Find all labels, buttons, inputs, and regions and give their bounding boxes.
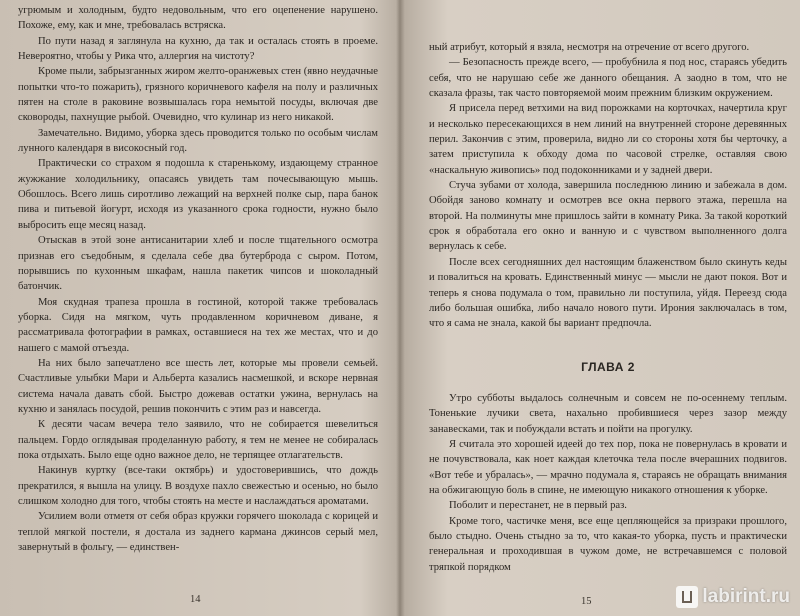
paragraph: Кроме пыли, забрызганных жиром желто-оранжевых стен (явно неудачные попытки что-то пожарить), грязного коричневого кафеля на полу и различных пятен на столе в раковине возвышалась гора немытой посуды, включая две сковороды, пахнущие рыбой. Очевидно, что кулинар из него никакой. [18,66,378,124]
paragraph: Замечательно. Видимо, уборка здесь проводится только по особым числам лунного календаря в високосный год. [18,127,378,155]
paragraph: Усилием воли отметя от себя образ кружки горячего шоколада с корицей и теплой мягкой постели, я достала из заднего кармана джинсов серый мел, завернутый в фольгу, — единствен- [18,511,378,554]
paragraph: Я считала это хорошей идеей до тех пор, пока не повернулась в кровати и не почувствовала, как ноет каждая клеточка тела после вчерашних подвигов. «Вот тебе и убралась», — мрачно подумала я, стараясь не обращать внимания на обжигающую боль в спине, не имеющую никакого отношения к уборке. [429,438,787,496]
page-number-right: 15 [581,596,592,607]
paragraph: На них было запечатлено все шесть лет, которые мы провели семьей. Счастливые улыбки Мари и Альберта казались насмешкой, и вскоре нервная система начала давать сбой. Быстро дожевав остатки ужина, вернулась на кухню и занялась посудой, решив покончить с этим раз и навсегда. [18,357,378,415]
right-page-text-after [429,391,787,575]
paragraph: Накинув куртку (все-таки октябрь) и удостоверившись, что дождь прекратился, я вышла на улицу. В воздухе пахло свежестью и осенью, но было слишком холодно для того, чтобы стоять на месте и наслаждаться ароматами. [18,465,378,507]
right-page-text-before [429,40,787,332]
paragraph: По пути назад я заглянула на кухню, да так и осталась стоять в проеме. Невероятно, чтобы у Рика что, аллергия на чистоту? [18,35,378,63]
paragraph: Поболит и перестанет, не в первый раз. [449,500,627,512]
paragraph: Стуча зубами от холода, завершила последнюю линию и забежала в дом. Обойдя заново комнату и осмотрев все окна первого этажа, перешла на второй. На полминуты мне пришлось зайти в комнату Рика. За такой короткий срок я обработала его окно и ванную и с чувством выполненного долга вернулась к себе. [429,180,787,253]
paragraph: После всех сегодняшних дел настоящим блаженством было скинуть кеды и повалиться на кровать. Единственный минус — мысли не дают покоя. Вот и теперь я снова подумала о том, правильно ли поступила, уйдя. Переезд сюда либо большая ошибка, либо начало нового пути. Ирония заключалась в том, что я сама не знала, какой бы вариант предпочла. [429,256,787,330]
left-page [0,0,399,616]
chapter-title: ГЛАВА 2 [581,359,635,374]
paragraph: К десяти часам вечера тело заявило, что не собирается шевелиться пальцем. Гордо оглядывая проделанную работу, я тем не менее не собиралась пока отдыхать. Было еще одно важное дело, не терпящее отлагательств. [18,419,378,461]
page-number-left: 14 [190,594,201,605]
paragraph: Отыскав в этой зоне антисанитарии хлеб и после тщательного осмотра признав его съедобным, я сделала себе два бутерброда с сыром. Потом, порывшись по кухонным шкафам, нашла пакетик чипсов и шоколадный батончик. [18,235,378,293]
paragraph: Я присела перед ветхими на вид порожками на корточках, начертила круг и несколько пересекающихся в нем линий на внутренней стороне деревянных перил. Закончив с этим, проверила, видно ли со стороны хотя бы черточку, а затем приступила к обходу дома по часовой стрелке, оставляя свою «наскальную живопись» под подоконниками и у задней двери. [429,103,787,176]
right-page-text [429,40,787,575]
watermark-text: labirint.ru [702,586,790,607]
paragraph: Утро субботы выдалось солнечным и совсем не по-осеннему теплым. Тоненькие лучики света, нахально пробившиеся через зазор между занавесками, так и побуждали встать и пойти на прогулку. [429,392,787,435]
left-page-text [18,3,378,555]
paragraph: — Безопасность прежде всего, — пробубнила я под нос, стараясь убедить себя, что не нарушаю себе же данного обещания. А заодно в том, что не сказала фразы, так часто повторяемой моим прежним близким окружением. [429,57,787,100]
paragraph: ный атрибут, который я взяла, несмотря на отречение от всего другого. [429,42,750,53]
watermark [676,586,790,608]
paragraph: угрюмым и холодным, будто недовольным, что его оцепенение нарушено. Похоже, ему, как и мне, требовалась встряска. [18,5,378,32]
paragraph: Практически со страхом я подошла к старенькому, издающему странное жужжание холодильнику, опасаясь увидеть там почесывающую мышь. Обошлось. Всего лишь сиротливо лежащий на верхней полке сыр, пара банок пива и питьевой йогурт, исходя из указанного срока годности, нужно было выбросить еще месяц назад. [18,158,378,231]
right-page [401,0,800,616]
paragraph: Моя скудная трапеза прошла в гостиной, которой также требовалась уборка. Сидя на мягком, чуть продавленном коричневом диване, я рассматривала фотографии в рамках, оставшиеся на тех же местах, что и до нашего с мамой отъезда. [18,296,378,354]
paragraph: Кроме того, частичке меня, все еще цепляющейся за призраки прошлого, было стыдно. Очень стыдно за то, что какая-то уборка, пусть и практически генеральная и проходившая в чужом доме, не встречавшемся с половой тряпкой порядком [429,515,787,573]
labirint-logo-icon [676,586,698,608]
